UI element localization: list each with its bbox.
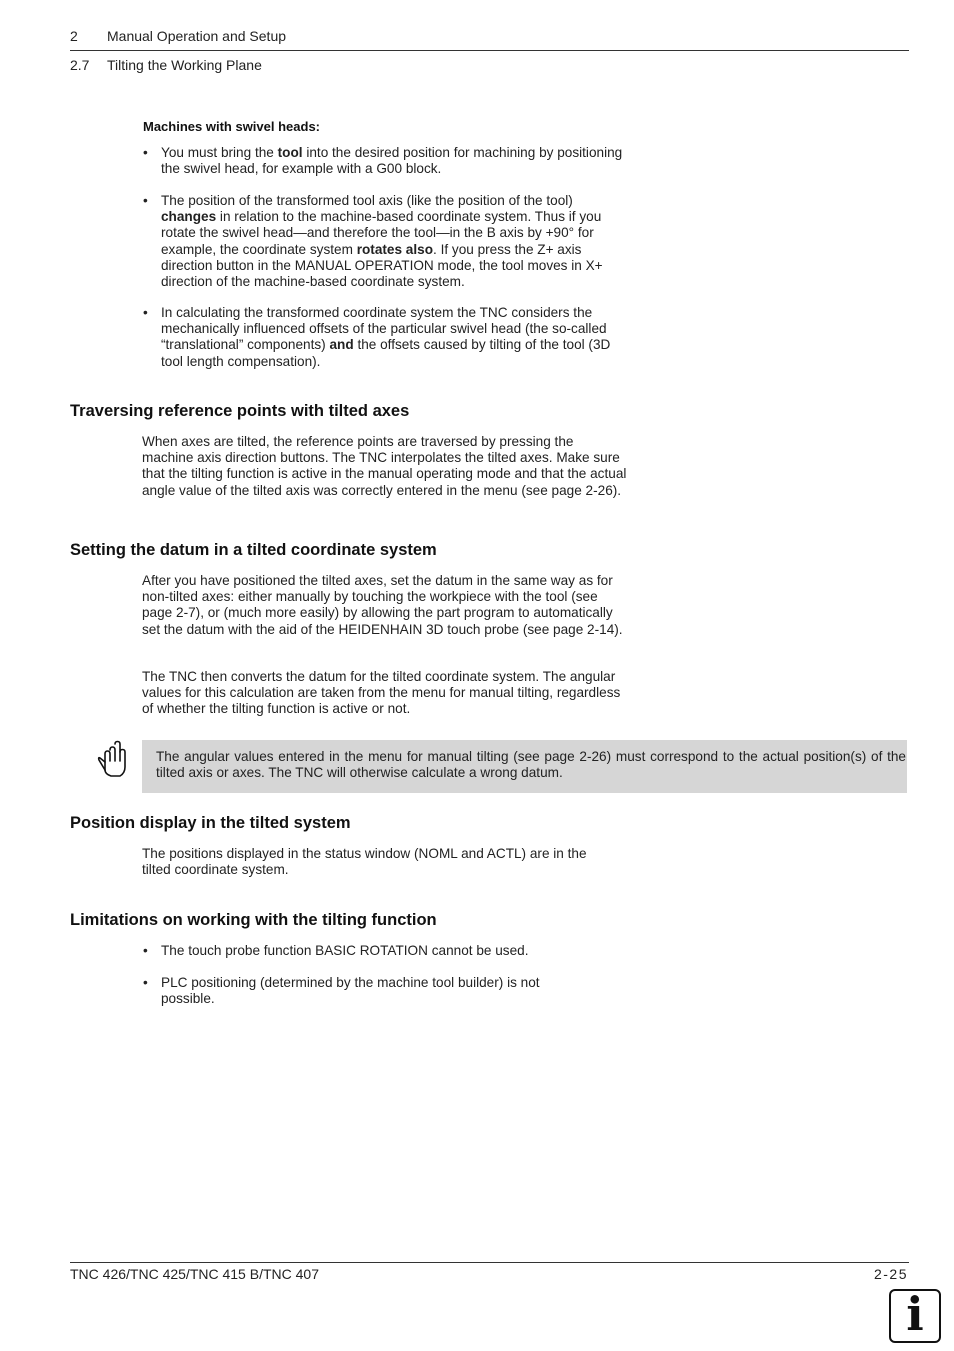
- list-item-text: The position of the transformed tool axis (like the position of the tool) changes in relation to the machine-based coordinate system. Thus if you rotate the swivel head—and therefore the tool—in the B axis by +90° for example, the coordinate system rotates also. If you press the Z+ axis direction button in the MANUAL OPERATION mode, the tool moves in X+ direction of the machine-based coordinate system.: [161, 193, 603, 290]
- chapter-number: 2: [70, 28, 78, 44]
- bullet-dot: •: [143, 193, 148, 208]
- footer-rule: [70, 1262, 909, 1263]
- section-number: 2.7: [70, 57, 90, 73]
- position-text: The positions displayed in the status window (NOML and ACTL) are in the tilted coordinate system.: [142, 846, 587, 878]
- section-header: [70, 57, 910, 75]
- header-rule: [70, 50, 909, 51]
- running-header: [70, 28, 910, 46]
- datum-heading: Setting the datum in a tilted coordinate system: [70, 541, 437, 559]
- section-title: Tilting the Working Plane: [107, 57, 262, 73]
- list-item-text: In calculating the transformed coordinate system the TNC considers the mechanically influenced offsets of the particular swivel head (the so-called “translational” components) and the offsets caused by tilting of the tool (3D tool length compensation).: [161, 305, 611, 369]
- note-box: [142, 740, 907, 793]
- traversing-heading: Traversing reference points with tilted axes: [70, 402, 410, 420]
- datum-text-1: After you have positioned the tilted axes, set the datum in the same way as for non-tilted axes: either manually by touching the workpiece with the tool (see page 2-7), or (much more easily) by allowing the part program to automatically set the datum with the aid of the HEIDENHAIN 3D touch probe (see page 2-14).: [142, 573, 623, 637]
- note-text: The angular values entered in the menu for manual tilting (see page 2-26) must correspond to the actual position(s) of the tilted axis or axes. The TNC will otherwise calculate a wrong datum.: [156, 749, 906, 781]
- footer-models: TNC 426/TNC 425/TNC 415 B/TNC 407: [70, 1266, 319, 1282]
- list-item-text: You must bring the tool into the desired position for machining by positioning the swivel head, for example with a G00 block.: [161, 145, 623, 177]
- list-item-text: The touch probe function BASIC ROTATION cannot be used.: [161, 943, 529, 958]
- info-icon-glyph: i: [906, 1287, 924, 1341]
- bullet-dot: •: [143, 943, 148, 958]
- limitations-heading: Limitations on working with the tilting function: [70, 911, 437, 929]
- bullet-dot: •: [143, 145, 148, 160]
- datum-text-2: The TNC then converts the datum for the tilted coordinate system. The angular values for this calculation are taken from the menu for manual tilting, regardless of whether the tilting function is active or not.: [142, 669, 621, 717]
- pointing-hand-icon: [97, 740, 129, 780]
- info-icon: [889, 1289, 941, 1343]
- bullet-dot: •: [143, 975, 148, 990]
- traversing-text: When axes are tilted, the reference points are traversed by pressing the machine axis direction buttons. The TNC interpolates the tilted axes. Make sure that the tilting function is active in the manual operating mode and that the actual angle value of the tilted axis was correctly entered in the menu (see page 2-26).: [142, 434, 627, 498]
- list-item-text: PLC positioning (determined by the machine tool builder) is not possible.: [161, 975, 540, 1007]
- position-heading: Position display in the tilted system: [70, 814, 351, 832]
- bullet-dot: •: [143, 305, 148, 320]
- page-number: 2-25: [873, 1266, 908, 1282]
- chapter-title: Manual Operation and Setup: [107, 28, 287, 44]
- swivel-heads-heading: Machines with swivel heads:: [143, 119, 320, 134]
